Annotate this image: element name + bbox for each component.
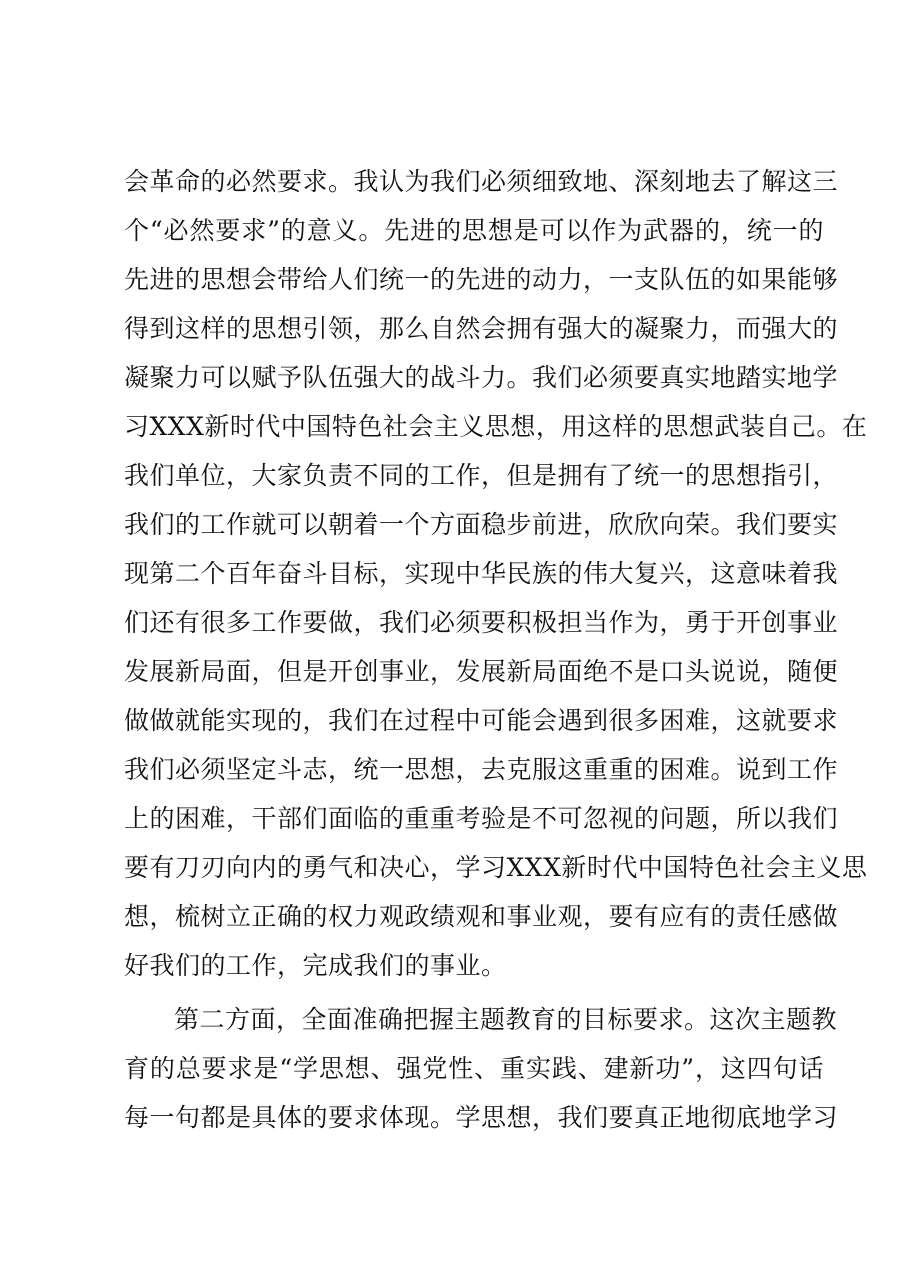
text-line: 我们必须坚定斗志，统一思想，去克服这重重的困难。说到工作 — [124, 755, 839, 784]
text-line: 我们的工作就可以朝着一个方面稳步前进，欣欣向荣。我们要实 — [124, 510, 839, 539]
text-line: 要有刀刃向内的勇气和决心，学习XXX新时代中国特色社会主义思 — [124, 853, 868, 882]
paragraph-end-line: 好我们的工作，完成我们的事业。 — [124, 951, 507, 980]
text-line: 做做就能实现的，我们在过程中可能会遇到很多困难，这就要求 — [124, 706, 839, 735]
text-line: 想，梳树立正确的权力观政绩观和事业观，要有应有的责任感做 — [124, 902, 839, 931]
text-line: 习XXX新时代中国特色社会主义思想，用这样的思想武装自己。在 — [124, 412, 868, 441]
text-line: 现第二个百年奋斗目标，实现中华民族的伟大复兴，这意味着我 — [124, 559, 839, 588]
text-line: 个“必然要求”的意义。先进的思想是可以作为武器的，统一的 — [124, 216, 824, 245]
text-line: 每一句都是具体的要求体现。学思想，我们要真正地彻底地学习 — [124, 1103, 839, 1132]
text-line: 会革命的必然要求。我认为我们必须细致地、深刻地去了解这三 — [124, 167, 839, 196]
text-line: 上的困难，干部们面临的重重考验是不可忽视的问题，所以我们 — [124, 804, 839, 833]
text-line: 育的总要求是“学思想、强党性、重实践、建新功”，这四句话 — [124, 1054, 824, 1083]
paragraph-first-line: 第二方面，全面准确把握主题教育的目标要求。这次主题教 — [174, 1005, 838, 1034]
text-line: 先进的思想会带给人们统一的先进的动力，一支队伍的如果能够 — [124, 265, 839, 294]
text-line: 我们单位，大家负责不同的工作，但是拥有了统一的思想指引， — [124, 461, 839, 490]
text-line: 们还有很多工作要做，我们必须要积极担当作为，勇于开创事业 — [124, 608, 839, 637]
text-line: 凝聚力可以赋予队伍强大的战斗力。我们必须要真实地踏实地学 — [124, 363, 839, 392]
text-line: 得到这样的思想引领，那么自然会拥有强大的凝聚力，而强大的 — [124, 314, 839, 343]
text-line: 发展新局面，但是开创事业，发展新局面绝不是口头说说，随便 — [124, 657, 839, 686]
